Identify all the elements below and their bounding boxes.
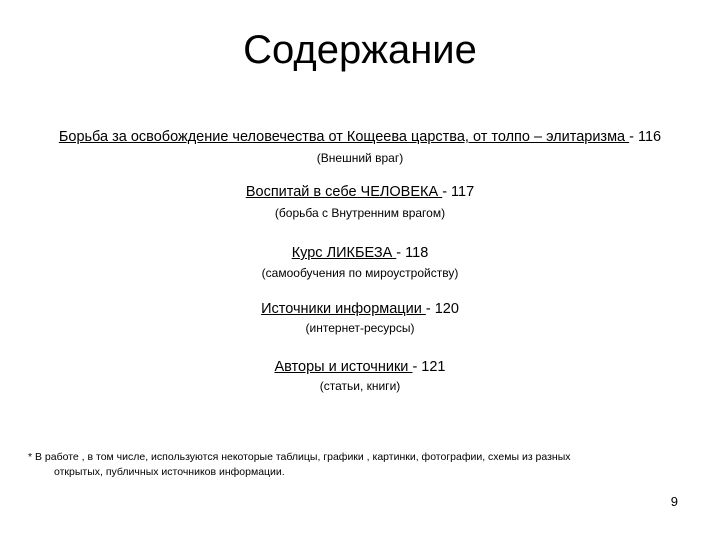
toc-entry-4-link[interactable]: Источники информации	[261, 301, 426, 317]
toc-entry-1[interactable]	[0, 128, 720, 146]
toc-entry-5-link[interactable]: Авторы и источники	[274, 359, 413, 375]
toc-entry-4[interactable]	[0, 300, 720, 318]
toc-entry-5-page: - 121	[412, 359, 446, 375]
page-number: 9	[670, 494, 678, 509]
toc-entry-3-link[interactable]: Курс ЛИКБЕЗА	[291, 245, 397, 261]
toc-entry-4-subtitle: (интернет-ресурсы)	[305, 321, 415, 335]
toc-entry-5[interactable]	[0, 358, 720, 376]
toc-entry-4-page: - 120	[425, 301, 459, 317]
toc-entry-2-link[interactable]: Воспитай в себе ЧЕЛОВЕКА	[245, 184, 443, 200]
toc-entry-3[interactable]	[0, 244, 720, 262]
toc-entry-3-subtitle: (самообучения по мироустройству)	[261, 266, 459, 280]
toc-entry-1-subtitle: (Внешний враг)	[316, 151, 404, 165]
toc-entry-2-page: - 117	[442, 184, 475, 200]
footnote-line-2: открытых, публичных источников информации.	[54, 466, 285, 478]
toc-entry-3-page: - 118	[396, 245, 429, 261]
footnote-line-1: * В работе , в том числе, используются некоторые таблицы, графики , картинки, фотографии, схемы из разных	[28, 451, 571, 463]
toc-entry-2[interactable]	[0, 183, 720, 201]
toc-entry-5-subtitle: (статьи, книги)	[319, 379, 401, 393]
toc-entry-2-subtitle: (борьба с Внутренним врагом)	[274, 206, 446, 220]
page-title: Содержание	[243, 28, 477, 72]
toc-entry-1-link[interactable]: Борьба за освобождение человечества от Кощеева царства, от толпо – элитаризма	[58, 129, 630, 145]
footnote	[28, 450, 688, 480]
toc-entry-1-page: - 116	[629, 129, 662, 145]
